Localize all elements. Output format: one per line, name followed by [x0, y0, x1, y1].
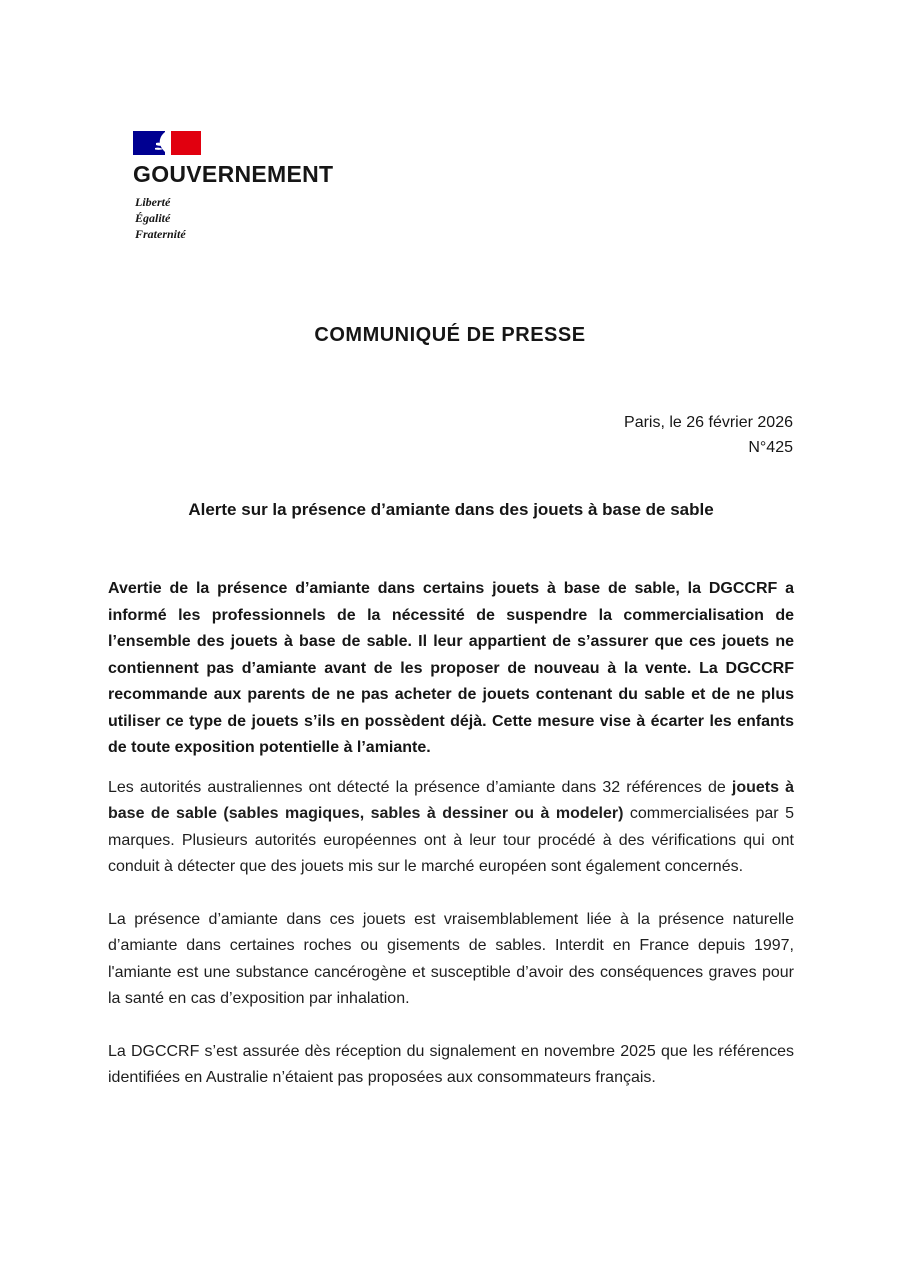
flag-red-band: [171, 131, 201, 155]
republic-motto: [135, 194, 186, 242]
government-logo: [133, 131, 334, 241]
paragraph-australia-start: Les autorités australiennes ont détecté la présence d’amiante dans 32 références de: [108, 778, 732, 796]
lead-paragraph: Avertie de la présence d’amiante dans certains jouets à base de sable, la DGCCRF a informé les professionnels de la nécessité de suspendre la commercialisation de l’ensemble des jouets à base de sable. Il leur appartient de s’assurer que ces jouets ne contiennent pas d’amiante avant de les proposer de nouveau à la vente. La DGCCRF recommande aux parents de ne pas acheter de jouets contenant du sable et de ne plus utiliser ce type de jouets s’ils en possèdent déjà. Cette mesure vise à écarter les enfants de toute exposition potentielle à l’amiante.: [108, 580, 794, 756]
marianne-profile-icon: [155, 131, 175, 155]
press-release-title: Alerte sur la présence d’amiante dans des jouets à base de sable: [188, 500, 714, 519]
motto-egalite: Égalité: [135, 211, 171, 225]
document-number: N°425: [748, 439, 793, 456]
paragraph-australia: [108, 775, 794, 881]
document-type: COMMUNIQUÉ DE PRESSE: [314, 324, 586, 346]
document-meta: [624, 410, 793, 460]
paragraph-australia-end: commercialisées par 5 marques. Plusieurs autorités européennes ont à leur tour procédé à des vérifications qui ont conduit à détecter que des jouets mis sur le marché européen sont également concernés.: [108, 805, 794, 875]
marianne-flag-icon: [133, 131, 201, 155]
paragraph-dgccrf-check: La DGCCRF s’est assurée dès réception du signalement en novembre 2025 que les références identifiées en Australie n’étaient pas proposées aux consommateurs français.: [108, 1042, 794, 1086]
paragraph-asbestos-origin: La présence d’amiante dans ces jouets est vraisemblablement liée à la présence naturelle d’amiante dans certaines roches ou gisements de sables. Interdit en France depuis 1997, l'amiante est une substance cancérogène et susceptible d’avoir des conséquences graves pour la santé en cas d’exposition par inhalation.: [108, 910, 794, 1007]
motto-fraternite: Fraternité: [135, 227, 186, 241]
motto-liberte: Liberté: [135, 195, 171, 209]
paragraph-australia-bold: jouets à base de sable (sables magiques, sables à dessiner ou à modeler): [108, 778, 794, 822]
brand-name: GOUVERNEMENT: [133, 161, 334, 187]
press-release-body: [108, 576, 794, 1092]
place-date: Paris, le 26 février 2026: [624, 414, 793, 431]
